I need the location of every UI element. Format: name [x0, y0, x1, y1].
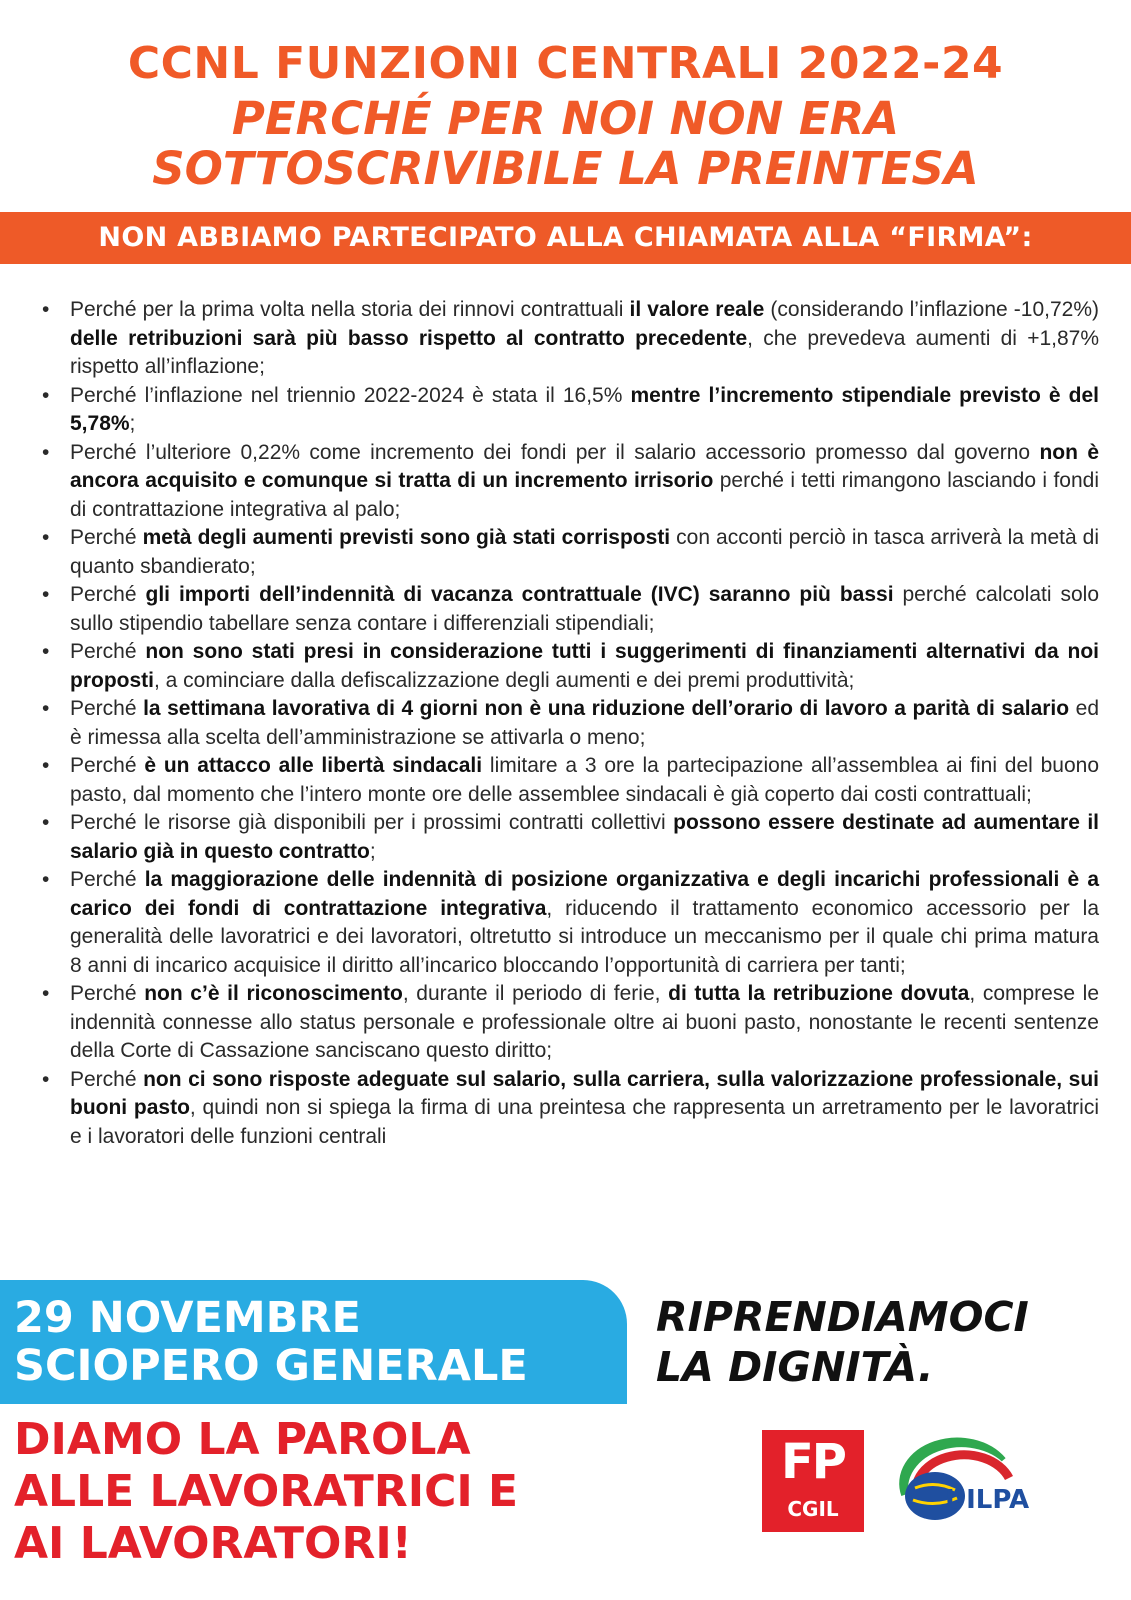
- list-item: • Perché l’ulteriore 0,22% come incremento dei fondi per il salario accessorio promesso dal governo non è ancora acquisito e comunque si tratta di un incremento irrisorio perché i tetti rimangono lasciando i fondi di contrattazione integrativa al palo;: [36, 439, 1099, 525]
- subtitle-line-1: PERCHÉ PER NOI NON ERA: [231, 92, 900, 145]
- slogan: [656, 1292, 1029, 1392]
- list-item: • Perché l’inflazione nel triennio 2022-2024 è stata il 16,5% mentre l’incremento stipendiale previsto è del 5,78%;: [36, 382, 1099, 439]
- cta-line-2: ALLE LAVORATRICI E: [14, 1466, 519, 1517]
- header: [0, 38, 1131, 194]
- list-item: • Perché è un attacco alle libertà sindacali limitare a 3 ore la partecipazione all’assemblea ai fini del buono pasto, dal momento che l’intero monte ore delle assemblee sindacali è già coperto dai costi contrattuali;: [36, 752, 1099, 809]
- fp-cgil-logo: [762, 1430, 864, 1532]
- slogan-line-1: RIPRENDIAMOCI: [656, 1293, 1029, 1341]
- strike-banner: [0, 1280, 627, 1404]
- list-item: • Perché metà degli aumenti previsti sono già stati corrisposti con acconti perciò in tasca arriverà la metà di quanto sbandierato;: [36, 524, 1099, 581]
- page-title: CCNL FUNZIONI CENTRALI 2022-24: [127, 38, 1004, 89]
- subtitle-line-2: SOTTOSCRIVIBILE LA PREINTESA: [152, 142, 979, 195]
- page-subtitle: [0, 94, 1131, 194]
- strike-text: [14, 1294, 528, 1390]
- slogan-line-2: LA DIGNITÀ.: [656, 1343, 934, 1391]
- strike-date: 29 NOVEMBRE: [14, 1293, 361, 1343]
- list-item: • Perché non ci sono risposte adeguate sul salario, sulla carriera, sulla valorizzazione professionale, sui buoni pasto, quindi non si spiega la firma di una preintesa che rappresenta un arretramento per le lavoratrici e i lavoratori delle funzioni centrali: [36, 1066, 1099, 1152]
- uilpa-logo-text: UILPA: [945, 1485, 1030, 1515]
- section-banner: NON ABBIAMO PARTECIPATO ALLA CHIAMATA ALLA “FIRMA”:: [0, 212, 1131, 264]
- list-item: • Perché gli importi dell’indennità di vacanza contrattuale (IVC) saranno più bassi perché calcolati solo sullo stipendio tabellare senza contare i differenziali stipendiali;: [36, 581, 1099, 638]
- list-item: • Perché non c’è il riconoscimento, durante il periodo di ferie, di tutta la retribuzione dovuta, comprese le indennità connesse allo status personale e professionale oltre ai buoni pasto, nonostante le recenti sentenze della Corte di Cassazione sanciscano questo diritto;: [36, 980, 1099, 1066]
- call-to-action: [14, 1414, 518, 1570]
- list-item: • Perché la maggiorazione delle indennità di posizione organizzativa e degli incarichi professionali è a carico dei fondi di contrattazione integrativa, riducendo il trattamento economico accessorio per la generalità delle lavoratrici e dei lavoratori, oltretutto si introduce un meccanismo per il quale chi prima matura 8 anni di incarico acquisice il diritto all’incarico bloccando l’opportunità di carriera per tanti;: [36, 866, 1099, 980]
- uilpa-logo: [893, 1432, 1033, 1532]
- strike-label: SCIOPERO GENERALE: [14, 1341, 528, 1391]
- cta-line-1: DIAMO LA PAROLA: [14, 1414, 471, 1465]
- cta-line-3: AI LAVORATORI!: [14, 1518, 412, 1569]
- cgil-logo-text: CGIL: [787, 1497, 839, 1521]
- fp-logo-text: FP: [781, 1434, 845, 1490]
- list-item: • Perché le risorse già disponibili per i prossimi contratti collettivi possono essere destinate ad aumentare il salario già in questo contratto;: [36, 809, 1099, 866]
- list-item: • Perché non sono stati presi in considerazione tutti i suggerimenti di finanziamenti alternativi da noi proposti, a cominciare dalla defiscalizzazione degli aumenti e dei premi produttività;: [36, 638, 1099, 695]
- reasons-list: [36, 296, 1099, 1151]
- list-item: • Perché per la prima volta nella storia dei rinnovi contrattuali il valore reale (considerando l’inflazione -10,72%) delle retribuzioni sarà più basso rispetto al contratto precedente, che prevedeva aumenti di +1,87% rispetto all’inflazione;: [36, 296, 1099, 382]
- list-item: • Perché la settimana lavorativa di 4 giorni non è una riduzione dell’orario di lavoro a parità di salario ed è rimessa alla scelta dell’amministrazione se attivarla o meno;: [36, 695, 1099, 752]
